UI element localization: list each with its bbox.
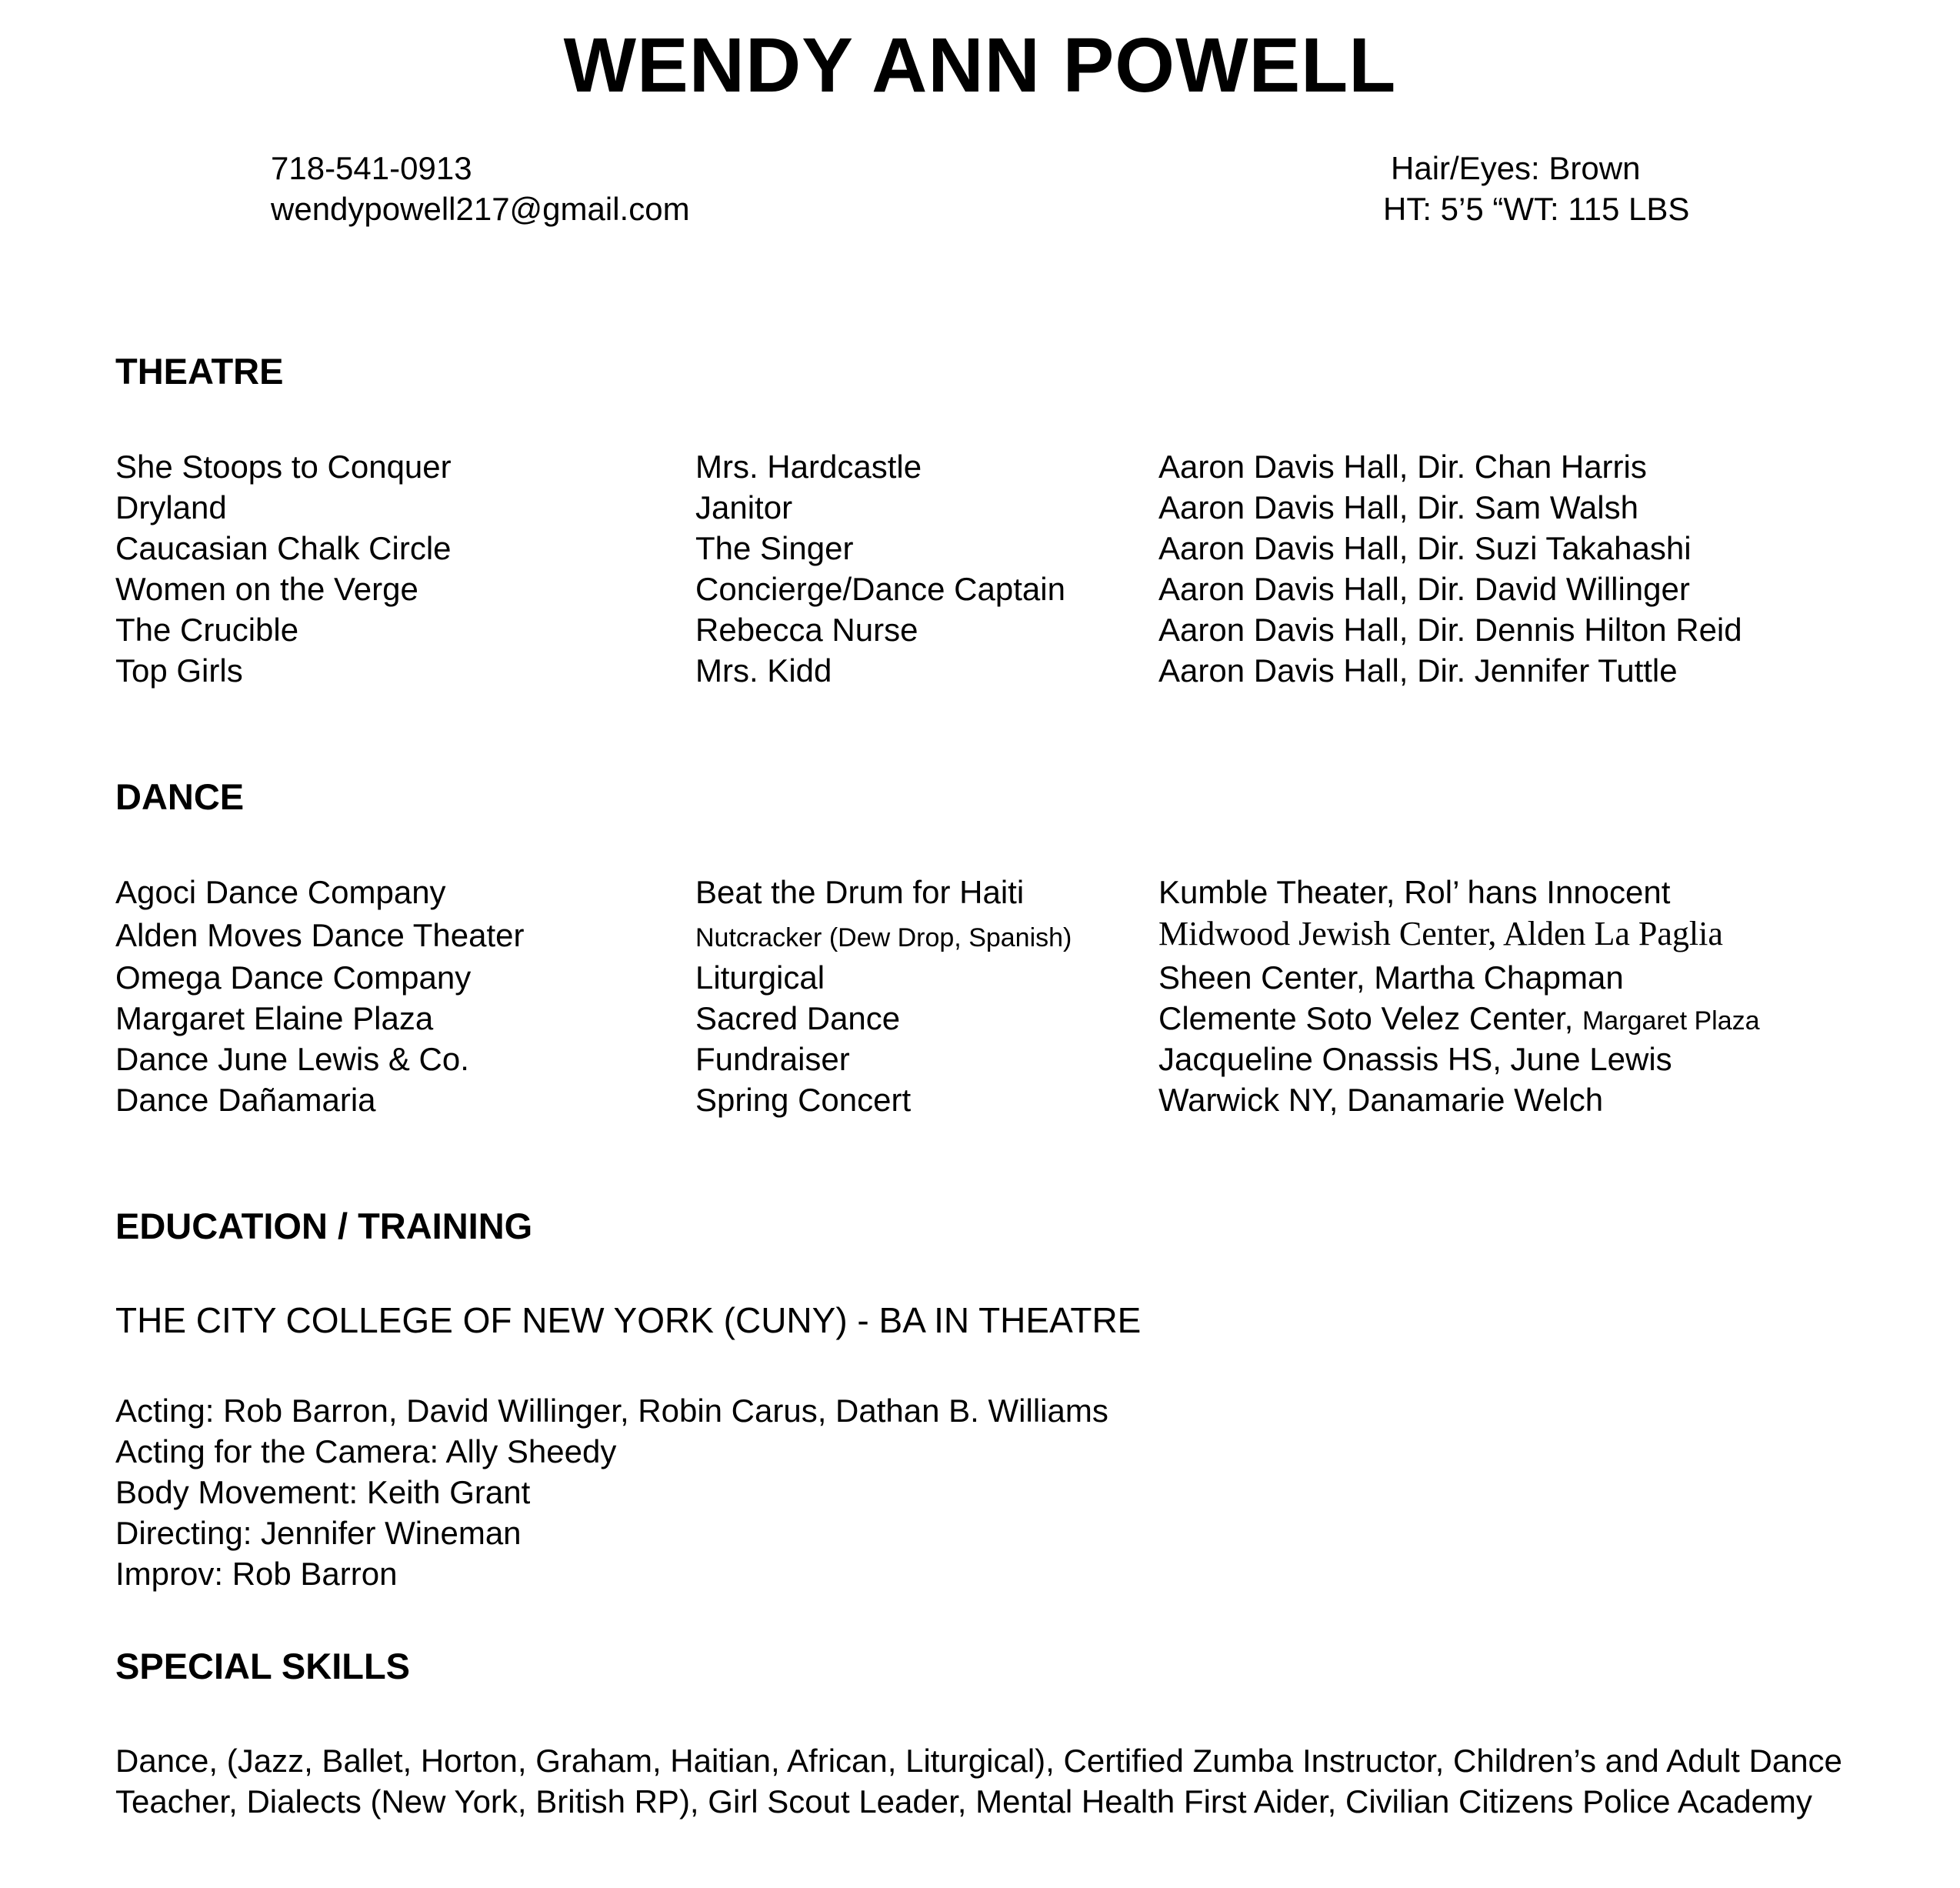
dance-company: Dance June Lewis & Co. — [115, 1041, 469, 1077]
education-heading: EDUCATION / TRAINING — [115, 1206, 533, 1246]
theatre-role: Janitor — [695, 489, 793, 525]
hair-eyes: Hair/Eyes: Brown — [1391, 150, 1641, 186]
dance-company: Alden Moves Dance Theater — [115, 917, 525, 953]
theatre-role: Concierge/Dance Captain — [695, 571, 1065, 607]
dance-venue-main: Clemente Soto Velez Center, — [1158, 1000, 1582, 1036]
theatre-venue: Aaron Davis Hall, Dir. Chan Harris — [1158, 449, 1647, 485]
dance-piece: Nutcracker (Dew Drop, Spanish) — [695, 923, 1072, 952]
dance-piece: Spring Concert — [695, 1082, 912, 1118]
list-item: Improv: Rob Barron — [115, 1556, 398, 1592]
theatre-title: Dryland — [115, 489, 227, 525]
dance-company: Agoci Dance Company — [115, 874, 446, 910]
dance-piece: Liturgical — [695, 959, 825, 996]
dance-piece: Beat the Drum for Haiti — [695, 874, 1025, 910]
theatre-venue: Aaron Davis Hall, Dir. Suzi Takahashi — [1158, 530, 1692, 566]
theatre-role: Mrs. Kidd — [695, 652, 832, 689]
theatre-venue: Aaron Davis Hall, Dir. Dennis Hilton Reid — [1158, 612, 1742, 648]
email-address: wendypowell217@gmail.com — [271, 191, 690, 227]
dance-venue: Warwick NY, Danamarie Welch — [1158, 1082, 1604, 1118]
dance-venue: Kumble Theater, Rol’ hans Innocent — [1158, 874, 1671, 910]
list-item: Body Movement: Keith Grant — [115, 1474, 531, 1510]
dance-venue: Jacqueline Onassis HS, June Lewis — [1158, 1041, 1672, 1077]
theatre-venue: Aaron Davis Hall, Dir. Jennifer Tuttle — [1158, 652, 1678, 689]
dance-company: Omega Dance Company — [115, 959, 472, 996]
skills-heading: SPECIAL SKILLS — [115, 1646, 411, 1686]
theatre-title: Caucasian Chalk Circle — [115, 530, 452, 566]
dance-venue: Sheen Center, Martha Chapman — [1158, 959, 1624, 996]
theatre-title: Women on the Verge — [115, 571, 418, 607]
theatre-role: Mrs. Hardcastle — [695, 449, 922, 485]
theatre-venue: Aaron Davis Hall, Dir. David Willinger — [1158, 571, 1690, 607]
list-item: Acting: Rob Barron, David Willinger, Robin Carus, Dathan B. Williams — [115, 1393, 1108, 1429]
phone-number: 718-541-0913 — [271, 150, 472, 186]
dance-company: Dance Dañamaria — [115, 1082, 376, 1118]
dance-piece: Sacred Dance — [695, 1000, 901, 1036]
list-item: Acting for the Camera: Ally Sheedy — [115, 1433, 617, 1469]
theatre-title: She Stoops to Conquer — [115, 449, 452, 485]
school-degree: THE CITY COLLEGE OF NEW YORK (CUNY) - BA IN THEATRE — [115, 1300, 1142, 1340]
dance-heading: DANCE — [115, 776, 245, 817]
theatre-title: The Crucible — [115, 612, 299, 648]
dance-venue-contact: Margaret Plaza — [1582, 1006, 1760, 1036]
theatre-role: Rebecca Nurse — [695, 612, 918, 648]
theatre-venue: Aaron Davis Hall, Dir. Sam Walsh — [1158, 489, 1638, 525]
theatre-heading: THEATRE — [115, 351, 284, 392]
resume-name: WENDY ANN POWELL — [563, 22, 1397, 108]
list-item: Directing: Jennifer Wineman — [115, 1515, 522, 1551]
theatre-role: The Singer — [695, 530, 854, 566]
dance-venue — [1158, 998, 1760, 1042]
height-weight: HT: 5’5 “WT: 115 LBS — [1383, 191, 1690, 227]
skills-text: Dance, (Jazz, Ballet, Horton, Graham, Haitian, African, Liturgical), Certified Zumba Instructor, Children’s and Adult Dance Teacher, Dialects (New York, British RP), Girl Scout Leader, Mental Health First Aider, Civilian Citizens Police Academy — [115, 1743, 1842, 1820]
dance-piece: Fundraiser — [695, 1041, 850, 1077]
theatre-title: Top Girls — [115, 652, 243, 689]
dance-venue: Midwood Jewish Center, Alden La Paglia — [1158, 915, 1723, 952]
dance-company: Margaret Elaine Plaza — [115, 1000, 434, 1036]
